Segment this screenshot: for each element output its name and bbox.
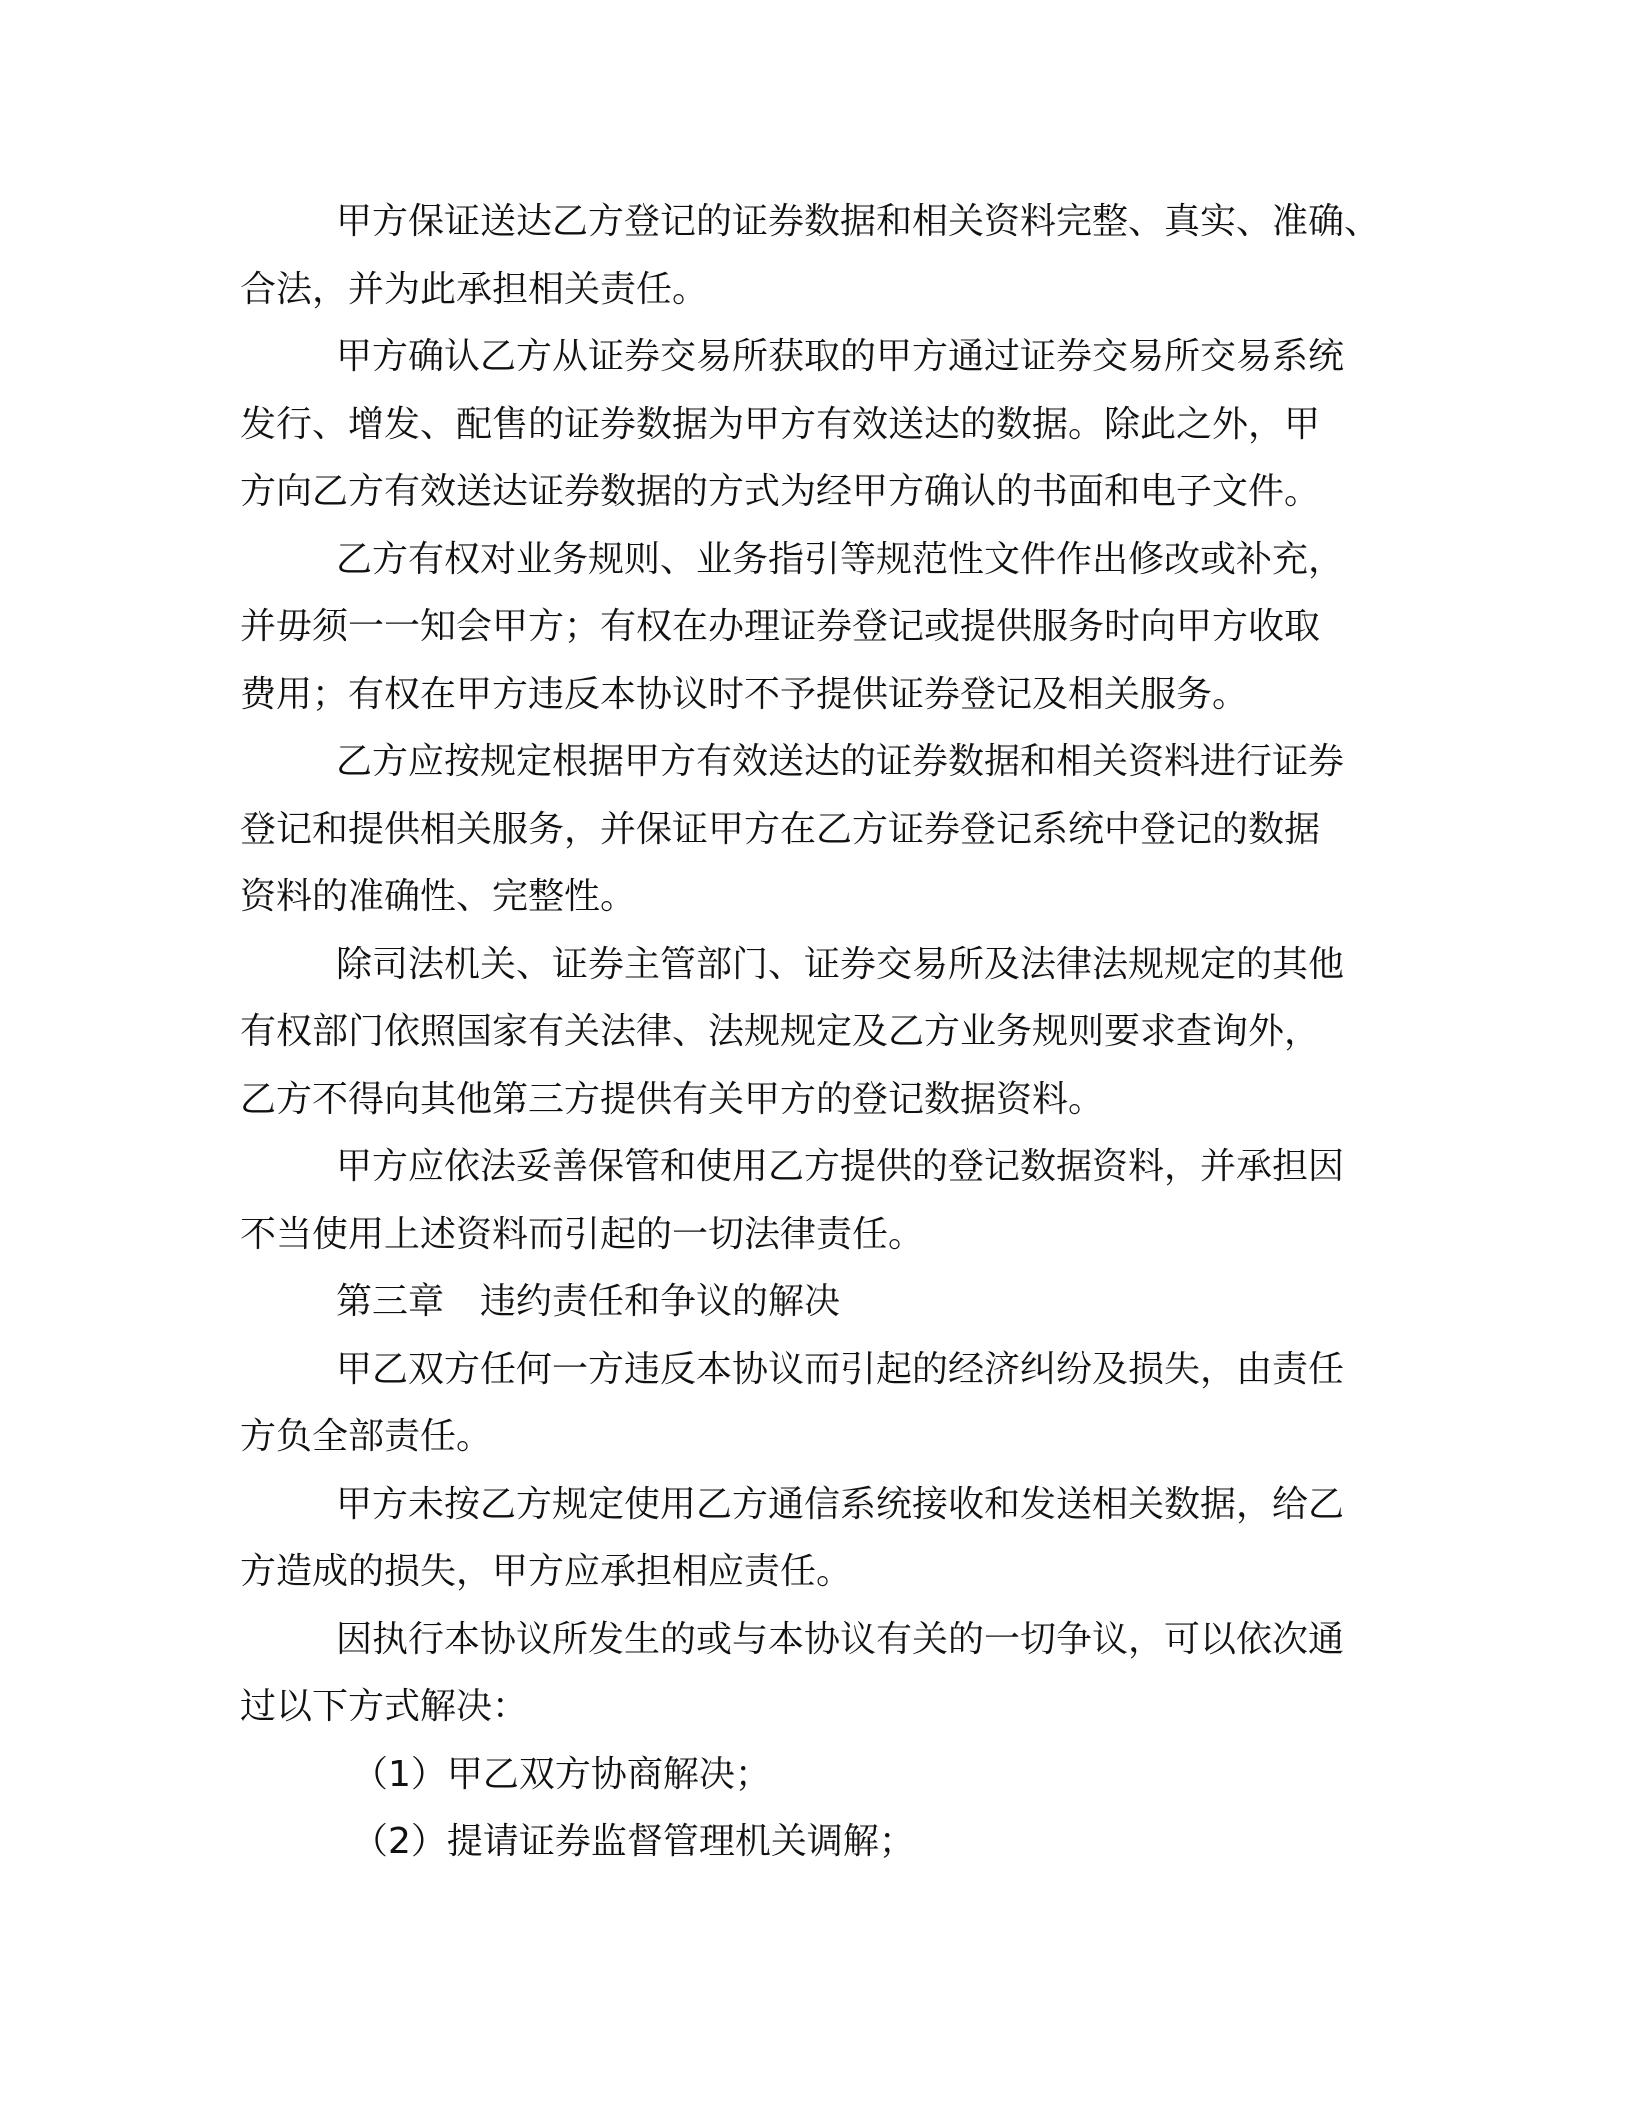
text-line: 方负全部责任。 [240, 1416, 493, 1457]
text-line: 因执行本协议所发生的或与本协议有关的一切争议，可以依次通 [336, 1618, 1345, 1660]
text-line: 并毋须一一知会甲方；有权在办理证券登记或提供服务时向甲方收取 [240, 606, 1321, 647]
text-line: 过以下方式解决： [240, 1686, 529, 1727]
text-line: 乙方不得向其他第三方提供有关甲方的登记数据资料。 [240, 1078, 1105, 1120]
text-line: 乙方有权对业务规则、业务指引等规范性文件作出修改或补充， [336, 538, 1345, 580]
document-body [240, 188, 1440, 1876]
text-line: 甲方应依法妥善保管和使用乙方提供的登记数据资料，并承担因 [336, 1146, 1345, 1187]
text-line: 发行、增发、配售的证券数据为甲方有效送达的数据。除此之外，甲 [240, 403, 1321, 445]
text-line: 甲乙双方任何一方违反本协议而引起的经济纠纷及损失，由责任 [336, 1348, 1345, 1390]
list-item: （2）提请证券监督管理机关调解； [352, 1821, 915, 1862]
text-line: 不当使用上述资料而引起的一切法律责任。 [240, 1213, 925, 1255]
text-line: 乙方应按规定根据甲方有效送达的证券数据和相关资料进行证券 [336, 741, 1345, 782]
text-line: 费用；有权在甲方违反本协议时不予提供证券登记及相关服务。 [240, 673, 1249, 715]
text-line: 甲方保证送达乙方登记的证券数据和相关资料完整、真实、准确、 [336, 201, 1381, 242]
list-item: （1）甲乙双方协商解决； [352, 1753, 771, 1795]
text-line: 第三章 违约责任和争议的解决 [336, 1281, 841, 1322]
text-line: 登记和提供相关服务，并保证甲方在乙方证券登记系统中登记的数据 [240, 808, 1321, 850]
text-line: 甲方确认乙方从证券交易所获取的甲方通过证券交易所交易系统 [336, 336, 1345, 377]
text-line: 除司法机关、证券主管部门、证券交易所及法律法规规定的其他 [336, 943, 1345, 985]
text-line: 有权部门依照国家有关法律、法规规定及乙方业务规则要求查询外， [240, 1011, 1321, 1052]
text-line: 方向乙方有效送达证券数据的方式为经甲方确认的书面和电子文件。 [240, 471, 1321, 512]
text-line: 方造成的损失，甲方应承担相应责任。 [240, 1551, 853, 1592]
text-line: 资料的准确性、完整性。 [240, 876, 637, 917]
text-line: 合法，并为此承担相关责任。 [240, 268, 709, 310]
text-line: 甲方未按乙方规定使用乙方通信系统接收和发送相关数据，给乙 [336, 1483, 1345, 1525]
